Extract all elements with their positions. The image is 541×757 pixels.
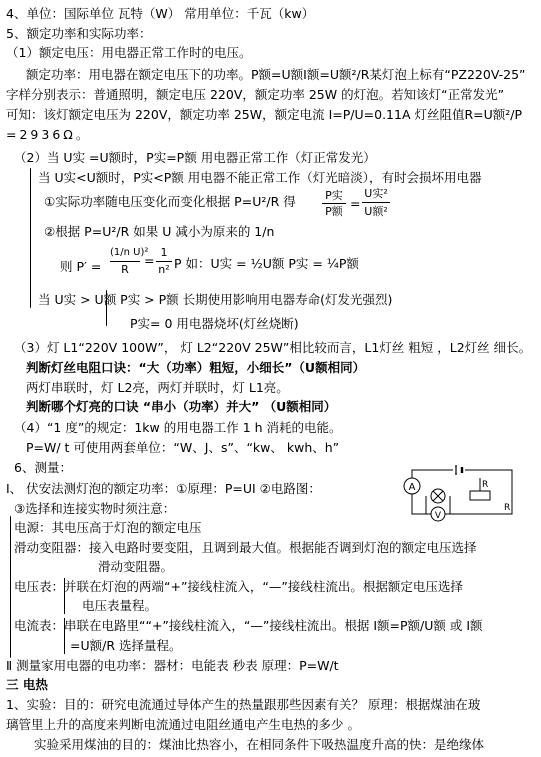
rheostat-note-cont: 滑动变阻器。 xyxy=(98,559,174,574)
section-5-title: 5、额定功率和实际功率： xyxy=(6,26,152,41)
case-equal: （2）当 U实 =U额时，P实=P额 用电器正常工作（灯正常发光） xyxy=(14,150,376,165)
rheostat-icon xyxy=(470,491,490,500)
n-den: n² xyxy=(158,263,170,276)
resistance-value: =2936Ω。 xyxy=(6,127,92,142)
power-source-note: 电源：其电压高于灯泡的额定电压 xyxy=(14,520,202,535)
frac-p-num: P实 xyxy=(325,189,343,202)
rated-power-def: 额定功率：用电器在额定电压下的功率。P额=U额I额=U额²/R某灯泡上标有“PZ220V-25” xyxy=(26,67,526,82)
bulb-calculation: 可知：该灯额定电压为 220V，额定功率 25W，额定电流 I=P/U=0.11A 灯丝阻值R=U额²/P xyxy=(6,107,523,122)
kerosene-purpose: 实验采用煤油的目的：煤油比热容小，在相同条件下吸热温度升高的快：是绝缘体 xyxy=(34,737,485,752)
ammeter-note: 电流表：串联在电路里““+”接线柱流入，“—”接线柱流出。根据 I额=P额/U额 或 I额 xyxy=(14,618,483,633)
series-parallel-brightness: 两灯串联时，灯 L2亮，两灯并联时，灯 L1亮。 xyxy=(26,380,289,395)
ammeter-note-cont: =U额/R 选择量程。 xyxy=(70,638,182,653)
frac-u-den: U额² xyxy=(364,205,388,218)
case-burnout: P实= 0 用电器烧坏(灯丝烧断) xyxy=(130,316,299,331)
voltammetry-method: Ⅰ、 伏安法测灯泡的额定功率：①原理：P=UI ②电路图： xyxy=(6,481,321,496)
frac-u-num: U实² xyxy=(364,187,388,200)
brightness-mnemonic: 判断哪个灯亮的口诀 “串小（功率）并大” （U额相同） xyxy=(26,399,337,414)
rheostat-label: R xyxy=(482,480,489,490)
power-voltage-relation: ①实际功率随电压变化而变化根据 P=U²/R 得 xyxy=(44,194,296,209)
section-6-title: 6、测量： xyxy=(14,460,72,475)
voltmeter-label: V xyxy=(434,511,442,521)
resistor-label: R xyxy=(504,503,511,513)
rheostat-note: 滑动变阻器：接入电路时要变阻，且调到最大值。根据能否调到灯泡的额定电压选择 xyxy=(14,540,477,555)
voltmeter-note: 电压表：并联在灯泡的两端“+”接线柱流入，“—”接线柱流出。根据额定电压选择 xyxy=(14,579,463,594)
unit-sets: P=W/ t 可使用两套单位：“W、J、s”、“kw、 kwh、h” xyxy=(26,440,340,455)
connection-notes: ③选择和连接实物时须注意： xyxy=(14,501,176,516)
case-greater: 当 U实 > U额 P实 > P额 长期使用影响用电器寿命(灯发光强烈) xyxy=(38,292,393,307)
experiment-purpose: 1、实验：目的：研究电流通过导体产生的热量跟那些因素有关？ 原理：根据煤油在玻 xyxy=(6,697,481,712)
frac-eq: = xyxy=(350,196,361,211)
frac-p-den: P额 xyxy=(325,205,343,218)
case-less: 当 U实<U额时，P实<P额 用电器不能正常工作（灯光暗淡），有时会损坏用电器 xyxy=(38,170,482,185)
resistance-mnemonic: 判断灯丝电阻口诀：“大（功率）粗短，小细长”（U额相同） xyxy=(26,360,366,375)
section-3-title: 三 电热 xyxy=(6,677,48,692)
pprime-num: (1/n U)² xyxy=(110,247,149,258)
household-measure: Ⅱ 测量家用电器的电功率：器材：电能表 秒表 原理：P=W/t xyxy=(6,658,339,673)
rated-voltage-def: （1）额定电压：用电器正常工作时的电压。 xyxy=(6,45,252,60)
pprime-example: P 如：U实 = ½U额 P实 = ¼P额 xyxy=(174,256,359,271)
experiment-principle: 璃管里上升的高度来判断电流通过电阻丝通电产生电热的多少 。 xyxy=(6,717,360,732)
bulb-label-meaning: 字样分别表示：普通照明，额定电压 220V，额定功率 25W 的灯泡。若知该灯“正常发光” xyxy=(6,87,505,102)
voltmeter-note-cont: 电压表量程。 xyxy=(82,598,158,613)
unit-line: 4、单位：国际单位 瓦特（W） 常用单位：千瓦（kw） xyxy=(6,6,315,21)
n-reduction: ②根据 P=U²/R 如果 U 减小为原来的 1/n xyxy=(44,224,275,239)
pprime-label: 则 P′ = xyxy=(60,259,102,274)
pprime-den: R xyxy=(121,263,129,276)
lamp-comparison: （3）灯 L1“220V 100W”， 灯 L2“220V 25W”相比较而言，L1灯丝 粗短 ，L2灯丝 细长。 xyxy=(14,340,532,355)
n-num: 1 xyxy=(160,246,168,259)
pprime-eq: = xyxy=(144,253,155,268)
kwh-definition: （4）“1 度”的规定：1kw 的用电器工作 1 h 消耗的电能。 xyxy=(14,420,342,435)
circuit-diagram xyxy=(398,458,534,526)
ammeter-label: A xyxy=(408,482,416,493)
